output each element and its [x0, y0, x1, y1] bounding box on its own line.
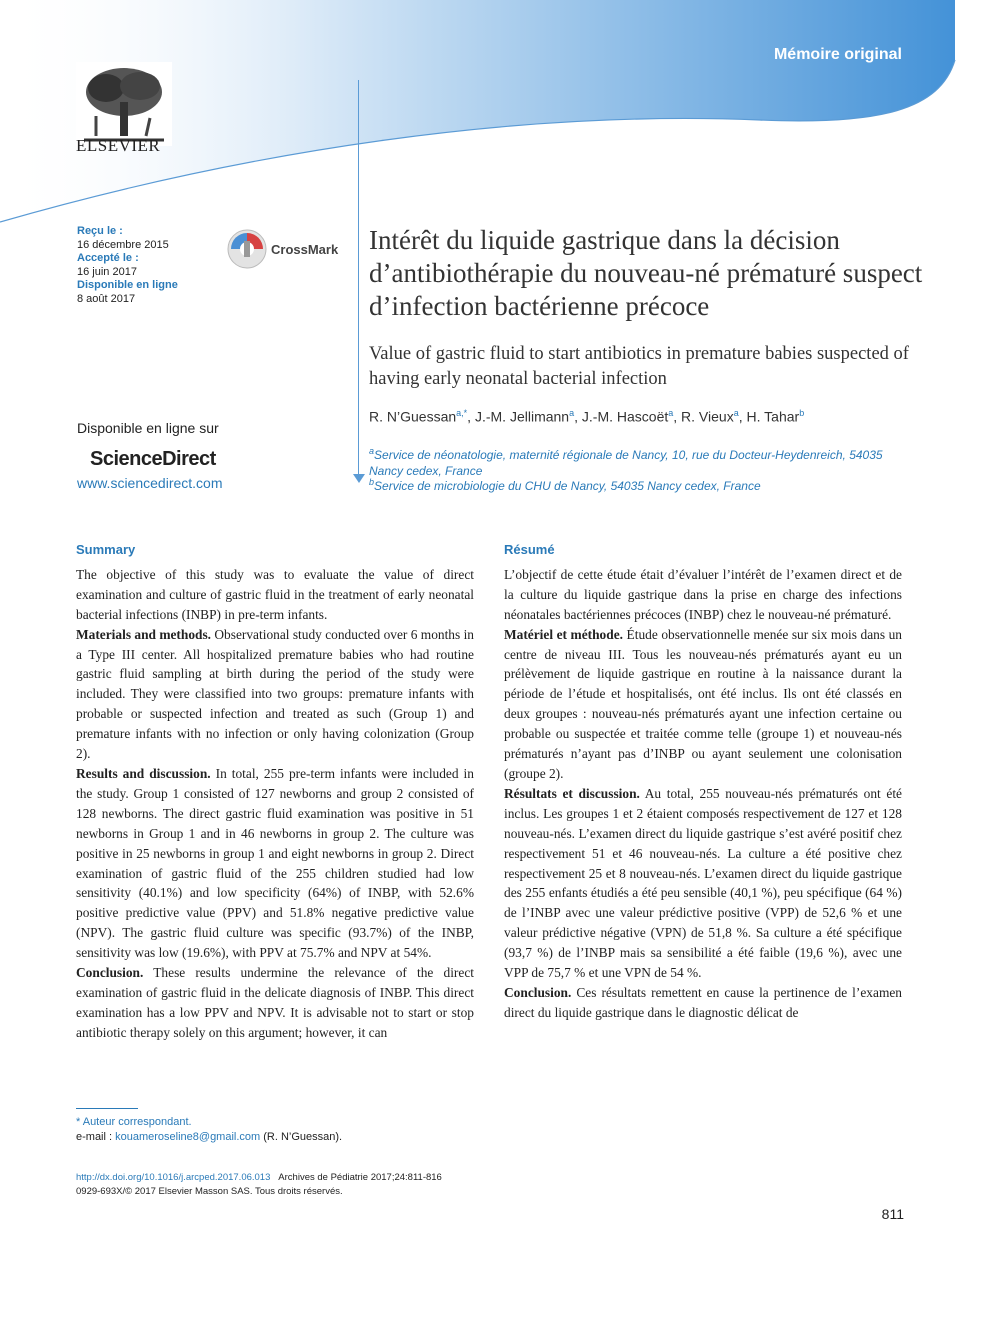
author-sup: a: [733, 408, 739, 418]
affiliation-text: Service de microbiologie du CHU de Nancy, 54035 Nancy cedex, France: [374, 479, 761, 493]
resume-methods: [504, 625, 902, 784]
summary-column: [76, 540, 474, 1043]
email-label: e-mail :: [76, 1131, 116, 1143]
affiliation-sup: a: [369, 446, 375, 456]
results-text: In total, 255 pre-term infants were included in the study. Group 1 consisted of 127 newborns and group 2 consisted of 128 newborns. The direct gastric fluid examination was positive in 51 newborns in Group 1 and in 46 newborns in group 2. The culture was positive in 25 newborns in group 1 and eight newborns in group 2. Direct examination of gastric fluid of the 255 children studied had low sensitivity (40.1%) and low specificity (64%) of INBP, with 52.6% positive predictive value (PPV) and 51.8% negative predictive value (NPV). The gastric fluid culture was specific (93.7%) of the INBP, sensitivity was low (19.6%), with PPV at 75.7% and NPV at 54%.: [76, 765, 474, 961]
methods-label: Materials and methods.: [76, 626, 212, 642]
author-sup: a,*: [456, 408, 468, 418]
sciencedirect-link[interactable]: www.sciencedirect.com: [77, 475, 223, 491]
article-dates: [77, 225, 178, 306]
summary-results: [76, 764, 474, 963]
author: R. Vieux: [681, 408, 734, 425]
online-date: 8 août 2017: [77, 292, 136, 305]
author-sup: a: [668, 408, 674, 418]
resume-results: [504, 784, 902, 983]
received-date: 16 décembre 2015: [77, 238, 169, 251]
results-label: Results and discussion.: [76, 765, 211, 781]
resume-conclusion: [504, 983, 902, 1023]
article-title: Intérêt du liquide gastrique dans la décision d’antibiothérapie du nouveau-né prématuré suspect d’infection bactérienne précoce: [369, 225, 923, 321]
email-owner: (R. N’Guessan).: [260, 1131, 343, 1143]
resume-intro: L’objectif de cette étude était d’évaluer l’intérêt de l’examen direct et de la culture du liquide gastrique dans la prise en charge des infections néonatales bactériennes précoces (INBP) chez le nouveau-né prématuré.: [504, 566, 902, 622]
footnote-rule: [76, 1108, 138, 1109]
summary-heading: Summary: [76, 542, 136, 557]
conclusion-label: Conclusion.: [504, 984, 572, 1000]
sciencedirect-logo[interactable]: ScienceDirect: [90, 448, 216, 470]
author: H. Tahar: [746, 408, 800, 425]
section-label: Mémoire original: [773, 46, 902, 63]
online-label: Disponible en ligne: [77, 279, 178, 291]
summary-methods: [76, 625, 474, 764]
divider-arrow-icon: [353, 474, 365, 483]
affiliation-text: Service de néonatologie, maternité régionale de Nancy, 10, rue du Docteur-Heydenreich, 54035 Nancy cedex, France: [369, 448, 883, 478]
methods-text: Étude observationnelle menée sur six mois dans un centre de niveau III. Tous les nouveau-nés prématurés ayant eu un prélèvement de liquide gastrique en routine à la naissance durant la période de l’étude et hospitalisés, ont été inclus. Ils ont été classés en deux groupes : nouveau-nés prématurés ayant une infection certaine ou probable ou suspectée et traitée comme telle (groupe 1) et nouveau-nés prématurés n’ayant pas d’INBP ou ayant seulement une colonisation (groupe 2).: [504, 626, 902, 781]
availability-label: Disponible en ligne sur: [77, 420, 219, 436]
author: J.-M. Hascoët: [581, 408, 669, 425]
affiliation-b: [369, 475, 909, 495]
crossmark-badge[interactable]: [227, 229, 338, 269]
author: J.-M. Jellimann: [474, 408, 570, 425]
accepted-label: Accepté le :: [77, 252, 139, 264]
summary-conclusion: [76, 963, 474, 1043]
accepted-date: 16 juin 2017: [77, 265, 137, 278]
author-list: R. N’Guessan$^{a,*}$, J.-M. Jellimann$^a$, J.-M. Hascoët$^a$, R. Vieux$^a$, H. Tahar$^b$: [369, 408, 805, 425]
page-number: 811: [881, 1206, 904, 1222]
crossmark-icon: [227, 229, 267, 269]
affiliation-sup: b: [369, 477, 375, 487]
resume-heading: Résumé: [504, 542, 555, 557]
conclusion-text: Ces résultats remettent en cause la pertinence de l’examen direct du liquide gastrique dans le diagnostic délicat de: [504, 984, 902, 1020]
crossmark-label: CrossMark: [271, 241, 339, 257]
email-note: [76, 1131, 342, 1143]
received-label: Reçu le :: [77, 225, 123, 237]
results-label: Résultats et discussion.: [504, 785, 640, 801]
affiliation-a: [369, 444, 909, 479]
methods-label: Matériel et méthode.: [504, 626, 623, 642]
conclusion-label: Conclusion.: [76, 965, 144, 981]
methods-text: Observational study conducted over 6 months in a Type III center. All hospitalized premature babies who had routine gastric fluid sampling at birth during the period of the study were included. They were classified into two groups: premature infants with probable or suspected infection and treated as such (Group 1) and premature infants with no infection or only having colonization (Group 2).: [76, 626, 474, 762]
article-subtitle: Value of gastric fluid to start antibiotics in premature babies suspected of having early neonatal bacterial infection: [369, 344, 909, 389]
author-sup: a: [569, 408, 575, 418]
summary-intro: The objective of this study was to evaluate the value of direct examination and culture of gastric fluid in the treatment of early neonatal bacterial infections (INBP) in pre-term infants.: [76, 566, 474, 622]
journal-citation: Archives de Pédiatrie 2017;24:811-816: [278, 1172, 442, 1183]
copyright-line: 0929-693X/© 2017 Elsevier Masson SAS. Tous droits réservés.: [76, 1186, 343, 1197]
resume-column: [504, 540, 902, 1023]
results-text: Au total, 255 nouveau-nés prématurés ont été inclus. Les groupes 1 et 2 étaient composés respectivement de 127 et 128 nouveau-nés. L’examen direct du liquide gastrique s’est avéré positif chez respectivement 51 et 46 nouveau-nés. La culture a été positive chez respectivement 25 et 8 nouveau-nés. L’examen direct du liquide gastrique des 255 enfants étudiés a été peu sensible (40,1 %), peu spécifique (64 %) de l’INBP avec une valeur prédictive positive (VPP) de 52,6 % et une valeur prédictive négative (VPN) de 51,8 %. Sa culture a été spécifique (93,7 %) de l’INBP mais sa sensibilité a été faible (19,6 %), avec une VPP de 75,7 % et une VPN de 54 %.: [504, 785, 902, 981]
doi-link[interactable]: http://dx.doi.org/10.1016/j.arcped.2017.06.013: [76, 1172, 271, 1183]
author-sup: b: [799, 408, 805, 418]
email-link[interactable]: kouameroseline8@gmail.com: [115, 1131, 261, 1143]
corresponding-author-note: * Auteur correspondant.: [76, 1116, 192, 1128]
author: R. N’Guessan: [369, 408, 457, 425]
conclusion-text: These results undermine the relevance of the direct examination of gastric fluid in the delicate diagnosis of INBP. This direct examination has a low PPV and NPV. It is advisable not to start or stop antibiotic therapy solely on this argument; however, it can: [76, 965, 474, 1040]
doi-line: [76, 1172, 442, 1183]
publisher-name: ELSEVIER: [76, 136, 161, 155]
divider-line: [358, 80, 359, 480]
